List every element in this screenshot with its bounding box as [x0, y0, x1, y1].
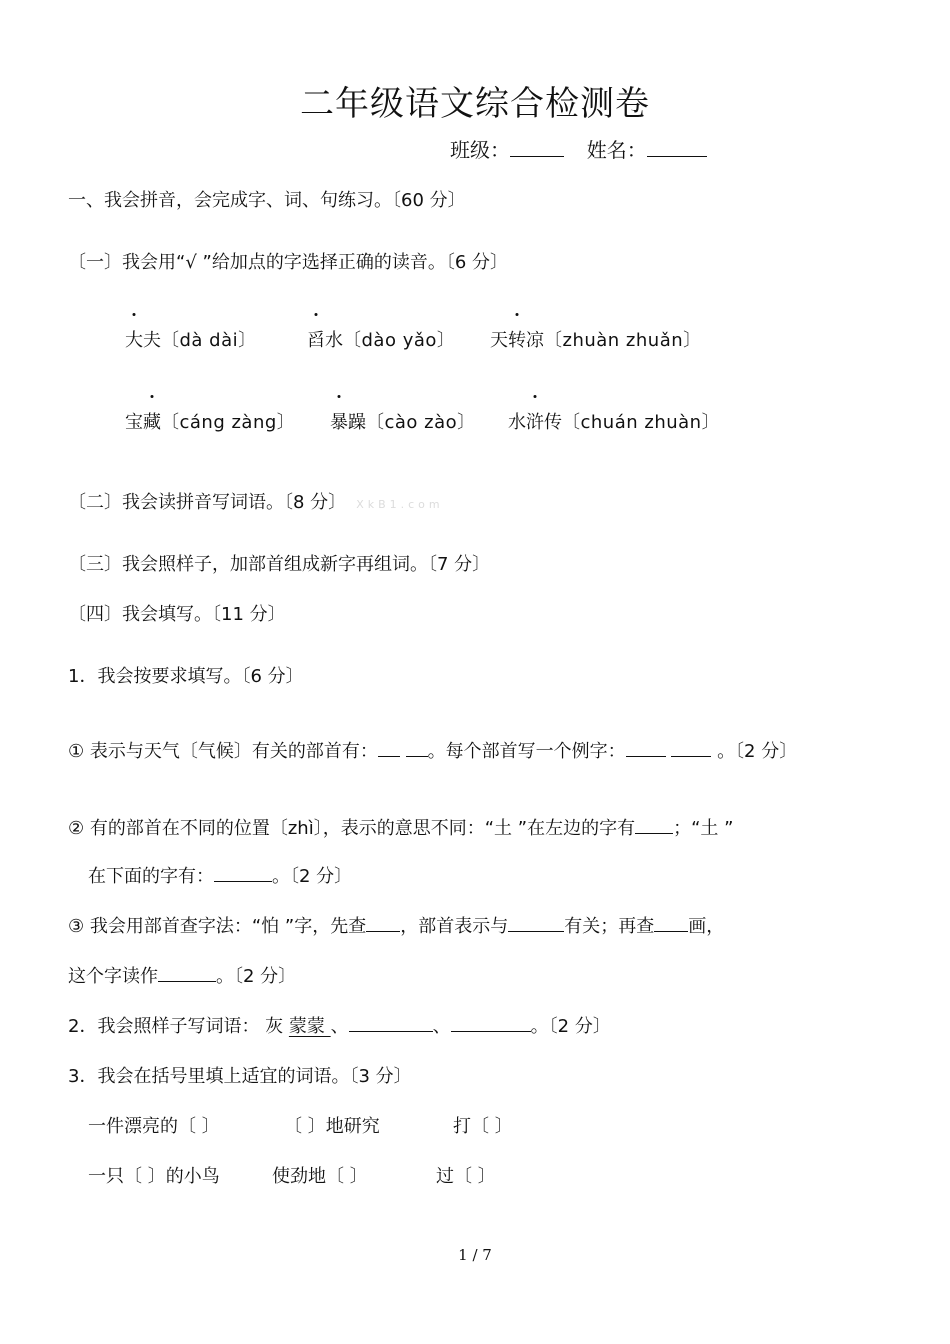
- question-3-item-4[interactable]: 一只〔 〕的小鸟: [88, 1166, 220, 1187]
- dotted-char: 暴: [330, 408, 348, 434]
- question-3-item-1[interactable]: 一件漂亮的〔 〕: [88, 1116, 220, 1137]
- pinyin-options: 〔cào zào〕: [366, 412, 476, 433]
- word-blank-2[interactable]: [451, 1013, 531, 1032]
- question-3-item-3[interactable]: 打〔 〕: [453, 1116, 513, 1137]
- pinyin-options: 〔chuán zhuàn〕: [562, 412, 721, 433]
- part-4-heading: 〔四〕我会填写。〔11 分〕: [68, 604, 286, 625]
- question-2: 2．我会照样子写词语： 灰 蒙蒙 、 、 。〔2 分〕: [68, 1012, 611, 1038]
- pinyin-options: 〔dà dài〕: [161, 330, 257, 351]
- name-label: 姓名：: [586, 138, 647, 162]
- bottom-tu-blank[interactable]: [214, 863, 272, 882]
- page-title: 二年级语文综合检测卷: [300, 84, 650, 124]
- part-2-heading: 〔二〕我会读拼音写词语。〔8 分〕 XkB1.com: [68, 492, 444, 513]
- student-info: [450, 134, 707, 163]
- dotted-char: 藏: [143, 408, 161, 434]
- pinyin-options: 〔dào yǎo〕: [343, 330, 456, 351]
- example-blank-1[interactable]: [626, 738, 666, 757]
- class-label: 班级：: [450, 138, 510, 162]
- part-3-heading: 〔三〕我会照样子，加部首组成新字再组词。〔7 分〕: [68, 554, 491, 575]
- word-blank-1[interactable]: [349, 1013, 433, 1032]
- question-3-item-5[interactable]: 使劲地〔 〕: [272, 1166, 368, 1187]
- pinyin-item-4[interactable]: 宝藏〔cáng zàng〕: [125, 408, 295, 434]
- stroke-count-blank[interactable]: [654, 913, 688, 932]
- dotted-char: 转: [508, 326, 526, 352]
- watermark-text: XkB1.com: [356, 498, 444, 511]
- name-blank[interactable]: [647, 138, 707, 157]
- question-1c-cont: 这个字读作 。〔2 分〕: [68, 962, 296, 988]
- pinyin-options: 〔cáng zàng〕: [161, 412, 296, 433]
- radical-blank-1[interactable]: [378, 738, 400, 757]
- dotted-char: 舀: [307, 326, 325, 352]
- dotted-char: 浒: [526, 408, 544, 434]
- example-blank-2[interactable]: [671, 738, 711, 757]
- pinyin-item-1[interactable]: 大夫〔dà dài〕: [125, 326, 257, 352]
- question-1c: ③ 我会用部首查字法：“怕 ”字，先查 ，部首表示与 有关；再查 画，: [68, 912, 724, 938]
- question-1b-cont: 在下面的字有： 。〔2 分〕: [88, 862, 352, 888]
- reading-blank[interactable]: [158, 963, 216, 982]
- section-1-heading: 一、我会拼音，会完成字、词、句练习。〔60 分〕: [68, 190, 466, 211]
- pinyin-options: 〔zhuàn zhuǎn〕: [544, 330, 702, 351]
- part-1-heading: 〔一〕我会用“√ ”给加点的字选择正确的读音。〔6 分〕: [68, 252, 509, 273]
- question-3-item-2[interactable]: 〔 〕地研究: [284, 1116, 380, 1137]
- dotted-char: 大: [125, 326, 143, 352]
- pinyin-item-6[interactable]: 水浒传〔chuán zhuàn〕: [508, 408, 720, 434]
- pinyin-item-5[interactable]: 暴躁〔cào zào〕: [330, 408, 476, 434]
- radical-blank-2[interactable]: [406, 738, 428, 757]
- meaning-blank[interactable]: [508, 913, 564, 932]
- question-1b: ② 有的部首在不同的位置〔zhì〕，表示的意思不同：“土 ”在左边的字有 ；“土 ”: [68, 814, 733, 840]
- question-1a: ① 表示与天气〔气候〕有关的部首有： 。每个部首写一个例字： 。〔2 分〕: [68, 737, 797, 763]
- class-blank[interactable]: [510, 138, 564, 157]
- left-tu-blank[interactable]: [635, 815, 673, 834]
- pinyin-item-2[interactable]: 舀水〔dào yǎo〕: [307, 326, 455, 352]
- question-3-item-6[interactable]: 过〔 〕: [436, 1166, 496, 1187]
- question-1-heading: 1．我会按要求填写。〔6 分〕: [68, 666, 304, 687]
- page-number: 1 / 7: [458, 1246, 492, 1264]
- example-word: 蒙蒙: [288, 1016, 331, 1037]
- pinyin-item-3[interactable]: 天转凉〔zhuàn zhuǎn〕: [490, 326, 702, 352]
- question-3-heading: 3．我会在括号里填上适宜的词语。〔3 分〕: [68, 1066, 412, 1087]
- radical-lookup-blank[interactable]: [366, 913, 400, 932]
